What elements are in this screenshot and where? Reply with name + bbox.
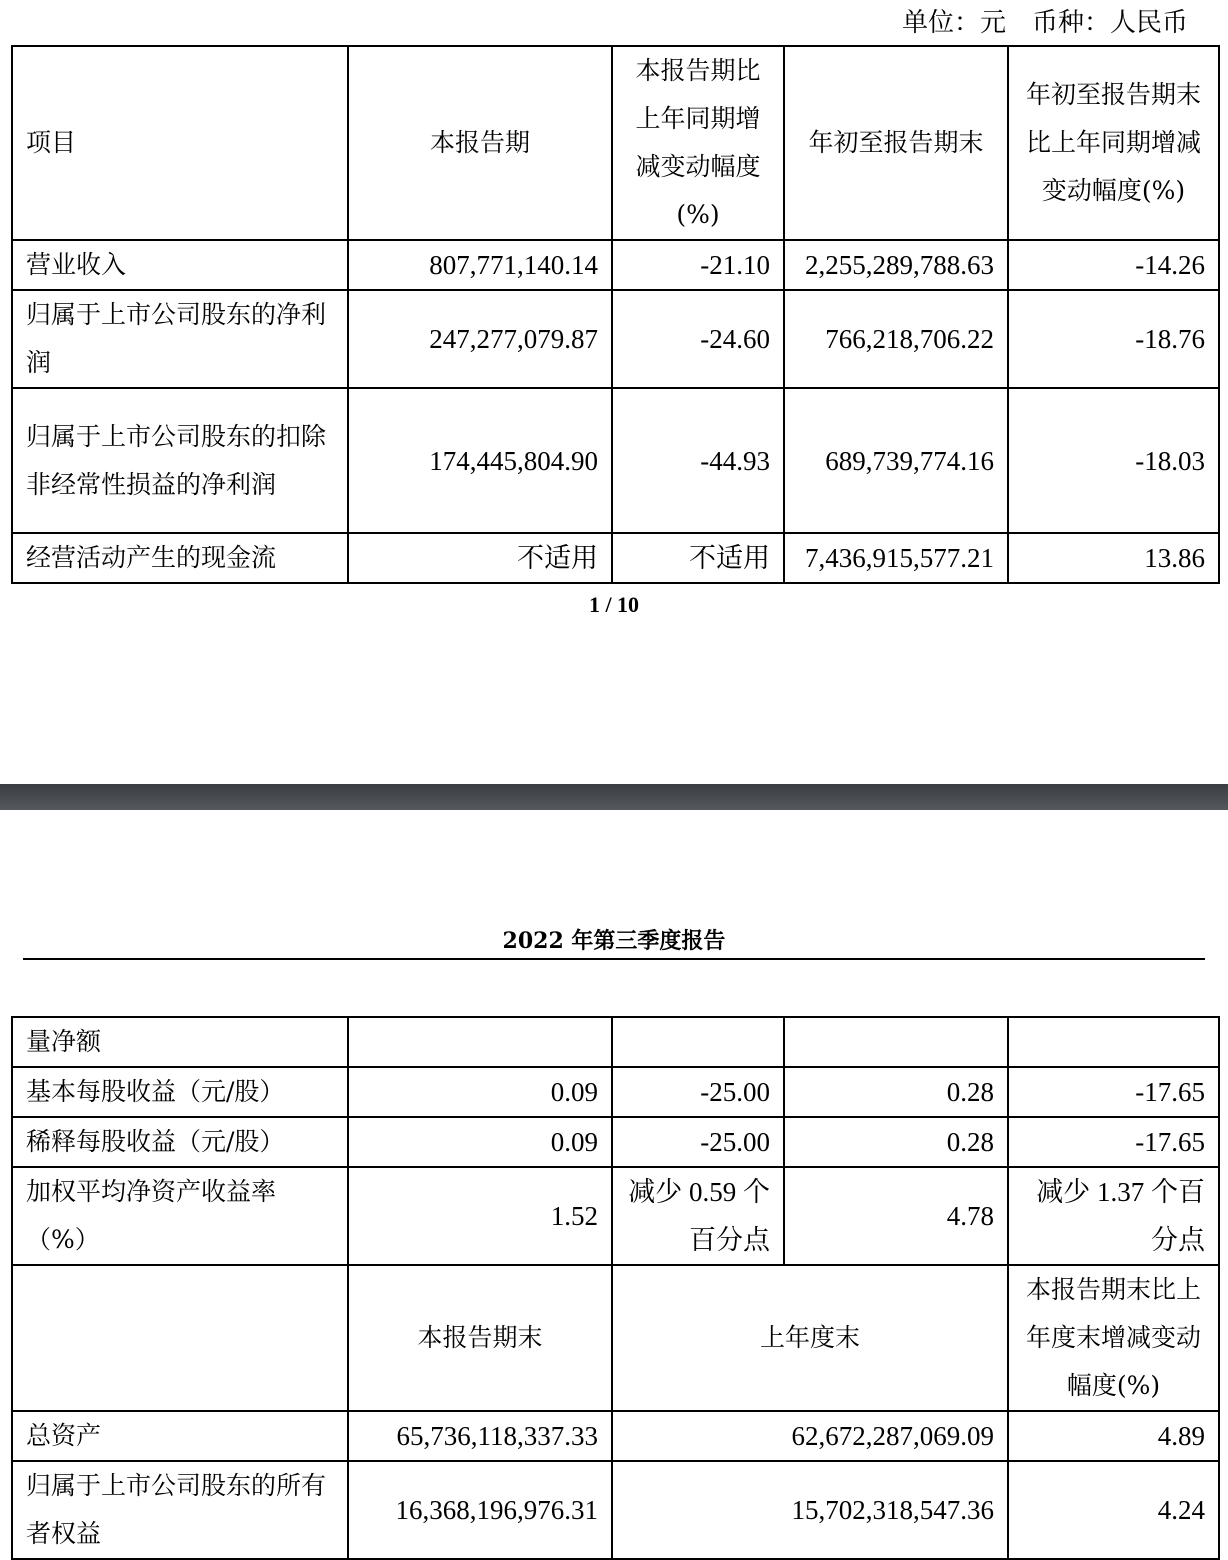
row-ytd-change: 减少 1.37 个百分点 xyxy=(1008,1167,1219,1265)
header-balance-change: 本报告期末比上年度末增减变动幅度(%) xyxy=(1008,1265,1219,1411)
row-ytd: 689,739,774.16 xyxy=(784,388,1008,533)
row-prior-year-end: 62,672,287,069.09 xyxy=(612,1411,1008,1461)
row-period-end: 16,368,196,976.31 xyxy=(348,1461,612,1559)
row-ytd xyxy=(784,1017,1008,1067)
title-divider xyxy=(23,958,1205,960)
row-item: 总资产 xyxy=(12,1411,348,1461)
row-item: 经营活动产生的现金流 xyxy=(12,533,348,583)
row-ytd-change: -14.26 xyxy=(1008,240,1219,290)
row-item: 归属于上市公司股东的所有者权益 xyxy=(12,1461,348,1559)
row-item: 归属于上市公司股东的净利润 xyxy=(12,290,348,388)
table-row xyxy=(12,240,1219,290)
header-current-period: 本报告期 xyxy=(348,46,612,240)
row-current: 174,445,804.90 xyxy=(348,388,612,533)
row-current-change: -44.93 xyxy=(612,388,784,533)
table-row xyxy=(12,1117,1219,1167)
row-ytd: 4.78 xyxy=(784,1167,1008,1265)
balance-header-row xyxy=(12,1265,1219,1411)
row-current-change xyxy=(612,1017,784,1067)
table-row xyxy=(12,1017,1219,1067)
row-ytd: 766,218,706.22 xyxy=(784,290,1008,388)
row-current: 不适用 xyxy=(348,533,612,583)
row-current: 0.09 xyxy=(348,1117,612,1167)
header-item: 项目 xyxy=(12,46,348,240)
row-current xyxy=(348,1017,612,1067)
row-current-change: 不适用 xyxy=(612,533,784,583)
page-separator xyxy=(0,784,1228,810)
row-current-change: -25.00 xyxy=(612,1067,784,1117)
table-row xyxy=(12,388,1219,533)
row-period-end: 65,736,118,337.33 xyxy=(348,1411,612,1461)
key-financials-table xyxy=(11,45,1220,584)
row-current: 247,277,079.87 xyxy=(348,290,612,388)
row-ytd-change: 13.86 xyxy=(1008,533,1219,583)
row-item: 归属于上市公司股东的扣除非经常性损益的净利润 xyxy=(12,388,348,533)
row-ytd-change xyxy=(1008,1017,1219,1067)
row-item: 营业收入 xyxy=(12,240,348,290)
row-ytd-change: -17.65 xyxy=(1008,1067,1219,1117)
row-item: 量净额 xyxy=(12,1017,348,1067)
row-current-change: -24.60 xyxy=(612,290,784,388)
header-period-end: 本报告期末 xyxy=(348,1265,612,1411)
row-ytd-change: -18.76 xyxy=(1008,290,1219,388)
row-current: 807,771,140.14 xyxy=(348,240,612,290)
header-current-change: 本报告期比上年同期增减变动幅度(%) xyxy=(612,46,784,240)
row-balance-change: 4.24 xyxy=(1008,1461,1219,1559)
table-row xyxy=(12,1167,1219,1265)
row-current: 0.09 xyxy=(348,1067,612,1117)
row-ytd: 0.28 xyxy=(784,1067,1008,1117)
row-current: 1.52 xyxy=(348,1167,612,1265)
table-row xyxy=(12,290,1219,388)
header-prior-year-end: 上年度末 xyxy=(612,1265,1008,1411)
unit-currency-note: 单位：元 币种：人民币 xyxy=(901,8,1188,38)
financials-continued-table xyxy=(11,1016,1220,1560)
balance-header-item xyxy=(12,1265,348,1411)
row-current-change: -25.00 xyxy=(612,1117,784,1167)
row-ytd-change: -17.65 xyxy=(1008,1117,1219,1167)
row-item: 基本每股收益（元/股） xyxy=(12,1067,348,1117)
table-header-row xyxy=(12,46,1219,240)
table-row xyxy=(12,1411,1219,1461)
row-balance-change: 4.89 xyxy=(1008,1411,1219,1461)
page-number: 1 / 10 xyxy=(588,592,640,617)
row-ytd: 7,436,915,577.21 xyxy=(784,533,1008,583)
header-ytd-change: 年初至报告期末比上年同期增减变动幅度(%) xyxy=(1008,46,1219,240)
report-title: 2022 年第三季度报告 xyxy=(502,928,726,954)
row-ytd: 0.28 xyxy=(784,1117,1008,1167)
table-row xyxy=(12,1461,1219,1559)
row-ytd: 2,255,289,788.63 xyxy=(784,240,1008,290)
header-ytd: 年初至报告期末 xyxy=(784,46,1008,240)
table-row xyxy=(12,1067,1219,1117)
row-item: 加权平均净资产收益率（%） xyxy=(12,1167,348,1265)
row-prior-year-end: 15,702,318,547.36 xyxy=(612,1461,1008,1559)
row-current-change: 减少 0.59 个百分点 xyxy=(612,1167,784,1265)
row-ytd-change: -18.03 xyxy=(1008,388,1219,533)
table-row xyxy=(12,533,1219,583)
row-current-change: -21.10 xyxy=(612,240,784,290)
row-item: 稀释每股收益（元/股） xyxy=(12,1117,348,1167)
